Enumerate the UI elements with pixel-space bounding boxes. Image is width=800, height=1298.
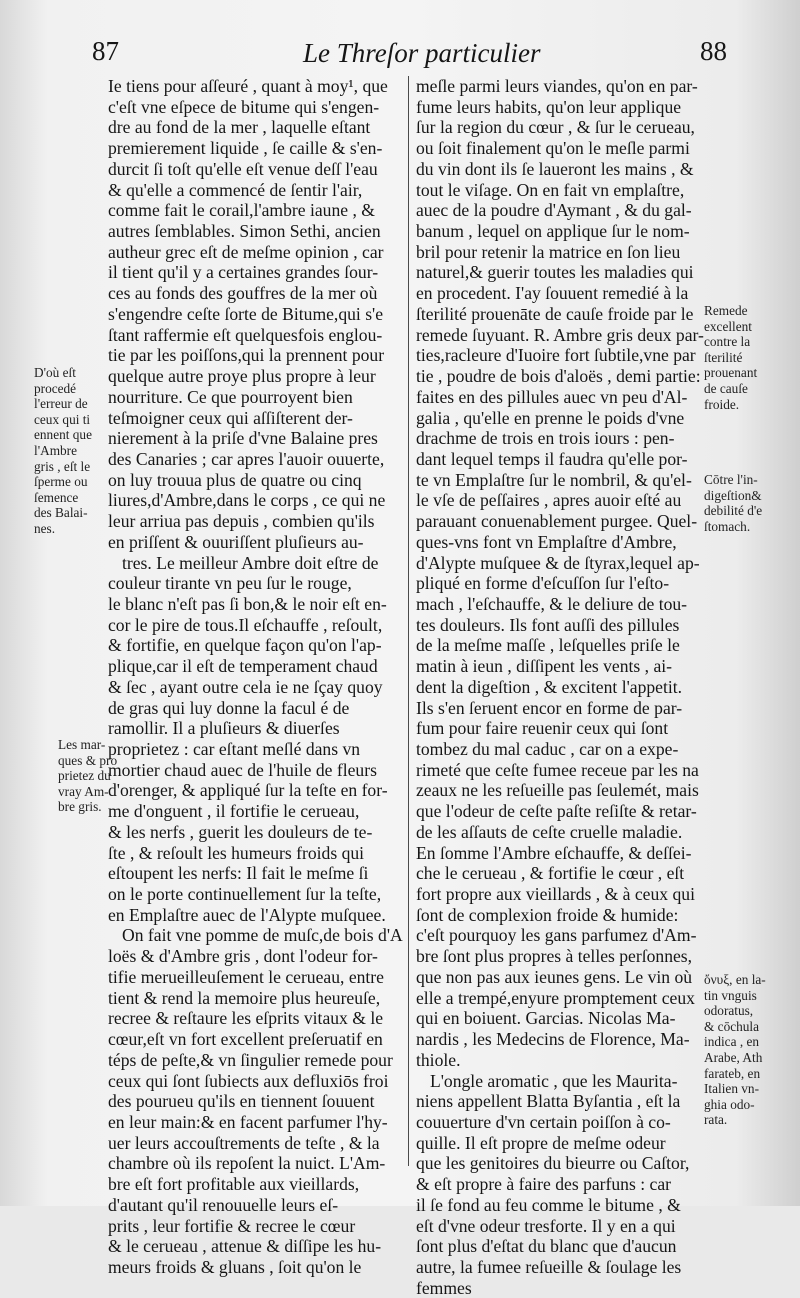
- text-line: tout le viſage. On en fait vn emplaſtre,: [416, 179, 685, 200]
- right-text-column: [416, 76, 704, 1298]
- text-line: que non pas aux ieunes gens. Le vin où: [416, 966, 693, 987]
- text-line: drachme de trois en trois iours : pen-: [416, 428, 675, 449]
- text-line: durcit ſi toſt qu'elle eſt venue deſſ l'eau: [108, 158, 378, 179]
- text-line: elle a trempé,enyure promptement ceux: [416, 987, 695, 1008]
- margin-note-line: Cōtre l'in-: [704, 472, 758, 487]
- margin-note-line: ghia odo-: [704, 1096, 755, 1112]
- page-number-left: 87: [92, 36, 119, 66]
- text-line: couuerture d'vn certain poiſſon à co-: [416, 1111, 671, 1132]
- text-line: autheur grec eſt de meſme opinion , car: [108, 241, 384, 262]
- text-line: banum , lequel on applique ſur le nom-: [416, 221, 690, 242]
- text-line: leur arriua pas depuis , combien qu'ils: [108, 511, 375, 532]
- text-line: d'Alypte muſquee & de ſtyrax,lequel ap-: [416, 552, 700, 573]
- text-line: qui en boiuent. Garcias. Nicolas Ma-: [416, 1008, 676, 1029]
- text-line: plique,car il eſt de temperament chaud: [108, 656, 378, 677]
- text-line: autres ſemblables. Simon Sethi, ancien: [108, 221, 381, 242]
- text-line: des pourueu qu'ils en tiennent ſouuent: [108, 1091, 375, 1112]
- text-line: ſont de complexion froide & humide:: [416, 904, 679, 925]
- text-line: On fait vne pomme de muſc,de bois d'A: [122, 925, 403, 946]
- column-divider: [408, 76, 409, 1166]
- text-line: thiole.: [416, 1049, 461, 1070]
- text-line: le blanc n'eſt pas ſi bon,& le noir eſt en-: [108, 593, 387, 614]
- text-line: ces au fonds des gouffres de la mer où: [108, 283, 378, 304]
- text-line: tient & rend la memoire plus heureuſe,: [108, 987, 381, 1008]
- text-line: dent la digeſtion , & excitent l'appetit.: [416, 676, 683, 697]
- margin-note-line: ſemence: [34, 489, 79, 505]
- text-line: rimeté que ceſte fumee receue par les na: [416, 759, 699, 780]
- text-line: c'eſt pourquoy les gans parfumez d'Am-: [416, 925, 697, 946]
- text-line: proprietez : car eſtant meſlé dans vn: [108, 739, 361, 759]
- text-line: uer leurs accouſtrements de teſte , & la: [108, 1132, 380, 1153]
- text-line: & eſt propre à faire des parfuns : car: [416, 1174, 671, 1195]
- text-line: ſte , & reſoult les humeurs froids qui: [108, 842, 365, 863]
- text-line: ties,racleure d'Iuoire fort ſubtile,vne par: [416, 345, 696, 366]
- margin-note-right-3: [704, 972, 766, 1128]
- text-line: en leur main:& en facent parfumer l'hy-: [108, 1111, 388, 1132]
- margin-note-line: l'Ambre: [34, 442, 78, 458]
- margin-note-line: excellent: [704, 318, 752, 334]
- margin-note-line: Remede: [704, 303, 748, 318]
- text-line: galia , qu'elle en prenne le poids d'vne: [416, 407, 685, 428]
- text-line: Ie tiens pour aſſeuré , quant à moy¹, que: [108, 76, 388, 96]
- text-line: en priſſent & ouuriſſent pluſieurs au-: [108, 531, 364, 552]
- margin-note-line: debilité d'e: [704, 503, 763, 519]
- text-line: bre eſt fort profitable aux vieillards,: [108, 1174, 360, 1195]
- text-line: cœur,eſt vn fort excellent preſeruatif en: [108, 1029, 383, 1050]
- text-line: téps de peſte,& vn ſingulier remede pour: [108, 1049, 393, 1070]
- left-text-column: [108, 76, 403, 1278]
- text-line: matin à ieun , diſſipent les vents , ai-: [416, 656, 673, 677]
- margin-note-line: D'où eſt: [34, 365, 76, 380]
- text-line: me d'onguent , il fortifie le cerueau,: [108, 801, 360, 822]
- text-line: mach , l'eſchauffe, & le deliure de tou-: [416, 593, 688, 614]
- text-line: le vſe de peſſaires , apres auoir eſté au: [416, 490, 682, 511]
- text-line: liures,d'Ambre,dans le corps , ce qui ne: [108, 490, 386, 511]
- margin-note-line: farateb, en: [704, 1065, 761, 1081]
- text-line: de la meſme maſſe , leſquelles priſe le: [416, 635, 680, 656]
- text-line: en Emplaſtre auec de l'Alypte muſquee.: [108, 904, 386, 925]
- text-line: chambre où ils repoſent la nuict. L'Am-: [108, 1153, 386, 1174]
- text-line: & ſec , ayant outre cela ie ne ſçay quoy: [108, 676, 383, 697]
- text-line: recree & reſtaure les eſprits vitaux & le: [108, 1008, 384, 1029]
- text-line: tombez du mal caduc , car on a expe-: [416, 739, 679, 759]
- text-line: pliqué en forme d'eſcuſſon ſur l'eſto-: [416, 573, 670, 594]
- margin-note-line: ceux qui ti: [34, 411, 91, 427]
- text-line: quille. Il eſt propre de meſme odeur: [416, 1132, 666, 1153]
- text-line: que l'odeur de ceſte paſte reſiſte & retar-: [416, 801, 697, 822]
- text-line: tres. Le meilleur Ambre doit eſtre de: [122, 552, 379, 573]
- text-line: parauant conuenablement purgee. Quel-: [416, 511, 698, 532]
- text-line: fort propre aux vieillards , & à ceux qui: [416, 884, 695, 905]
- margin-note-line: Italien vn-: [704, 1081, 760, 1097]
- text-line: fume leurs habits, qu'on leur applique: [416, 96, 682, 117]
- margin-note-line: ques & pro: [58, 752, 118, 768]
- running-head: Le Threſor particulier: [303, 38, 541, 68]
- text-line: zeaux ne les reſueille pas ſeulemét, mais: [416, 780, 699, 801]
- margin-note-line: Arabe, Ath: [704, 1049, 763, 1065]
- text-line: ſtant raffermie eſt quelquesfois englou-: [108, 324, 383, 345]
- margin-note-line: indica , en: [704, 1034, 760, 1050]
- text-line: tes douleurs. Ils font auſſi des pillules: [416, 614, 680, 635]
- text-line: & qu'elle a commencé de ſentir l'air,: [108, 179, 363, 200]
- text-line: d'orenger, & appliqué ſur la teſte en for-: [108, 780, 388, 801]
- text-line: auec de la poudre d'Aymant , & du gal-: [416, 200, 692, 221]
- text-line: des Canaries ; car apres l'auoir ouuerte,: [108, 448, 385, 469]
- margin-note-right-1: [704, 303, 757, 412]
- text-line: fum pour faire reuenir ceux qui ſont: [416, 718, 669, 739]
- text-line: eſt d'vne odeur tresforte. Il y en a qui: [416, 1215, 676, 1236]
- page-number-right: 88: [700, 36, 727, 66]
- text-line: ſont plus d'eſtat du blanc que d'aucun: [416, 1236, 677, 1257]
- text-line: de les aſſauts de ceſte cruelle maladie.: [416, 821, 683, 842]
- text-line: autre, la fumee reſueille & ſoulage les: [416, 1256, 682, 1277]
- margin-note-line: nes.: [34, 520, 56, 536]
- text-line: cor le pire de tous.Il eſchauffe , reſoult,: [108, 614, 383, 635]
- text-line: femmes: [416, 1277, 472, 1298]
- margin-note-left-2: [58, 737, 117, 815]
- margin-note-line: ſperme ou: [34, 474, 88, 490]
- margin-note-line: de cauſe: [704, 380, 748, 396]
- margin-note-line: prouenant: [704, 365, 758, 381]
- text-line: du vin dont ils ſe laueront les mains , &: [416, 158, 694, 179]
- text-line: meſle parmi leurs viandes, qu'on en par-: [416, 76, 698, 96]
- margin-note-line: prietez du: [58, 768, 111, 784]
- margin-note-line: l'erreur de: [34, 396, 88, 412]
- margin-note-line: des Balai-: [34, 505, 88, 521]
- text-line: on le porte continuellement ſur la teſte,: [108, 884, 382, 905]
- margin-note-line: ennent que: [34, 427, 92, 443]
- margin-note-line: ſtomach.: [704, 518, 751, 534]
- text-line: L'ongle aromatic , que les Maurita-: [430, 1070, 678, 1091]
- margin-note-line: & cōchula: [704, 1018, 760, 1034]
- text-line: ſterilité prouenāte de cauſe froide par le: [416, 303, 694, 324]
- text-line: mortier chaud auec de l'huile de fleurs: [108, 759, 377, 780]
- text-line: & fortifie, en quelque façon qu'on l'ap-: [108, 635, 382, 656]
- margin-note-line: digeſtion&: [704, 487, 762, 503]
- margin-note-line: froide.: [704, 396, 740, 412]
- text-line: comme fait le corail,l'ambre iaune , &: [108, 200, 375, 221]
- text-line: d'autant qu'il renouuelle leurs eſ-: [108, 1194, 339, 1215]
- margin-note-line: tin vnguis: [704, 987, 757, 1003]
- text-line: tie , poudre de bois d'aloës , demi partie:: [416, 366, 701, 387]
- text-line: en procedent. I'ay ſouuent remedié à la: [416, 283, 689, 304]
- text-line: quelque autre proye plus propre à leur: [108, 366, 376, 387]
- text-line: meurs froids & gluans , ſoit qu'on le: [108, 1256, 362, 1277]
- margin-note-line: bre gris.: [58, 799, 102, 815]
- text-line: il tient qu'il y a certaines grandes ſour-: [108, 262, 379, 283]
- margin-note-right-2: [704, 472, 762, 534]
- text-line: dre au fond de la mer , laquelle eſtant: [108, 117, 371, 138]
- text-line: & les nerfs , guerit les douleurs de te-: [108, 821, 373, 842]
- margin-note-line: ὄνυξ, en la-: [704, 972, 766, 987]
- text-line: Ils s'en ſeruent encor en forme de par-: [416, 697, 683, 718]
- text-line: ceux qui ſont ſubiects aux defluxiōs froi: [108, 1070, 389, 1091]
- text-line: c'eſt vne eſpece de bitume qui s'engen-: [108, 96, 380, 117]
- text-line: s'engendre ceſte ſorte de Bitume,qui s'e: [108, 303, 384, 324]
- margin-note-line: Les mar-: [58, 737, 106, 752]
- margin-note-line: ſterilité: [704, 349, 743, 365]
- text-line: nourriture. Ce que pourroyent bien: [108, 386, 353, 407]
- text-line: ques-vns font vn Emplaſtre d'Ambre,: [416, 531, 677, 552]
- text-line: faites en des pillules auec vn peu d'Al-: [416, 386, 688, 407]
- text-line: nardis , les Medecins de Florence, Ma-: [416, 1029, 690, 1050]
- text-line: dant lequel temps il faudra qu'elle por-: [416, 448, 688, 469]
- text-line: il ſe fond au feu comme le bitume , &: [416, 1194, 681, 1215]
- margin-note-line: vray Am-: [58, 783, 109, 799]
- text-line: on luy trouua plus de quatre ou cinq: [108, 469, 362, 490]
- text-line: tie par les poiſſons,qui la prennent pour: [108, 345, 385, 366]
- margin-note-line: procedé: [34, 380, 77, 396]
- text-line: teſmoigner ceux qui aſſiſterent der-: [108, 407, 353, 428]
- text-line: eſtoupent les nerfs: Il fait le meſme ſi: [108, 863, 369, 884]
- text-line: & le cerueau , attenue & diſſipe les hu-: [108, 1236, 382, 1257]
- text-line: loës & d'Ambre gris , dont l'odeur for-: [108, 946, 378, 967]
- text-line: remede ſuyuant. R. Ambre gris deux par-: [416, 324, 704, 345]
- text-line: que les genitoires du bieurre ou Caſtor,: [416, 1153, 690, 1174]
- text-line: bril pour retenir la matrice en ſon lieu: [416, 241, 681, 262]
- text-line: ou ſoit finalement qu'on le meſle parmi: [416, 138, 690, 159]
- text-line: bre ſont plus propres à telles perſonnes,: [416, 946, 693, 967]
- text-line: de gras qui luy donne la facul é de: [108, 697, 350, 718]
- margin-note-line: rata.: [704, 1112, 728, 1128]
- text-line: tifie merueilleuſement le cerueau, entre: [108, 966, 384, 987]
- text-line: ſur la region du cœur , & ſur le cerueau,: [416, 117, 695, 138]
- text-line: nierement à la priſe d'vne Balaine pres: [108, 428, 378, 449]
- margin-note-left-1: [34, 365, 92, 537]
- text-line: premierement liquide , ſe caille & s'en-: [108, 138, 383, 159]
- margin-note-line: gris , eſt le: [34, 458, 91, 474]
- text-line: En ſomme l'Ambre eſchauffe, & deſſei-: [416, 842, 692, 863]
- text-line: couleur tirante vn peu ſur le rouge,: [108, 573, 352, 594]
- text-line: niens appellent Blatta Byſantia , eſt la: [416, 1091, 681, 1112]
- text-line: prits , leur fortifie & recree le cœur: [108, 1215, 356, 1236]
- margin-note-line: odoratus,: [704, 1003, 754, 1019]
- margin-note-line: contre la: [704, 334, 751, 350]
- text-line: che le cerueau , & fortifie le cœur , eſt: [416, 863, 685, 884]
- text-line: te vn Emplaſtre ſur le nombril, & qu'el-: [416, 469, 692, 490]
- text-line: naturel,& guerir toutes les maladies qui: [416, 262, 694, 283]
- text-line: ramollir. Il a pluſieurs & diuerſes: [108, 718, 340, 739]
